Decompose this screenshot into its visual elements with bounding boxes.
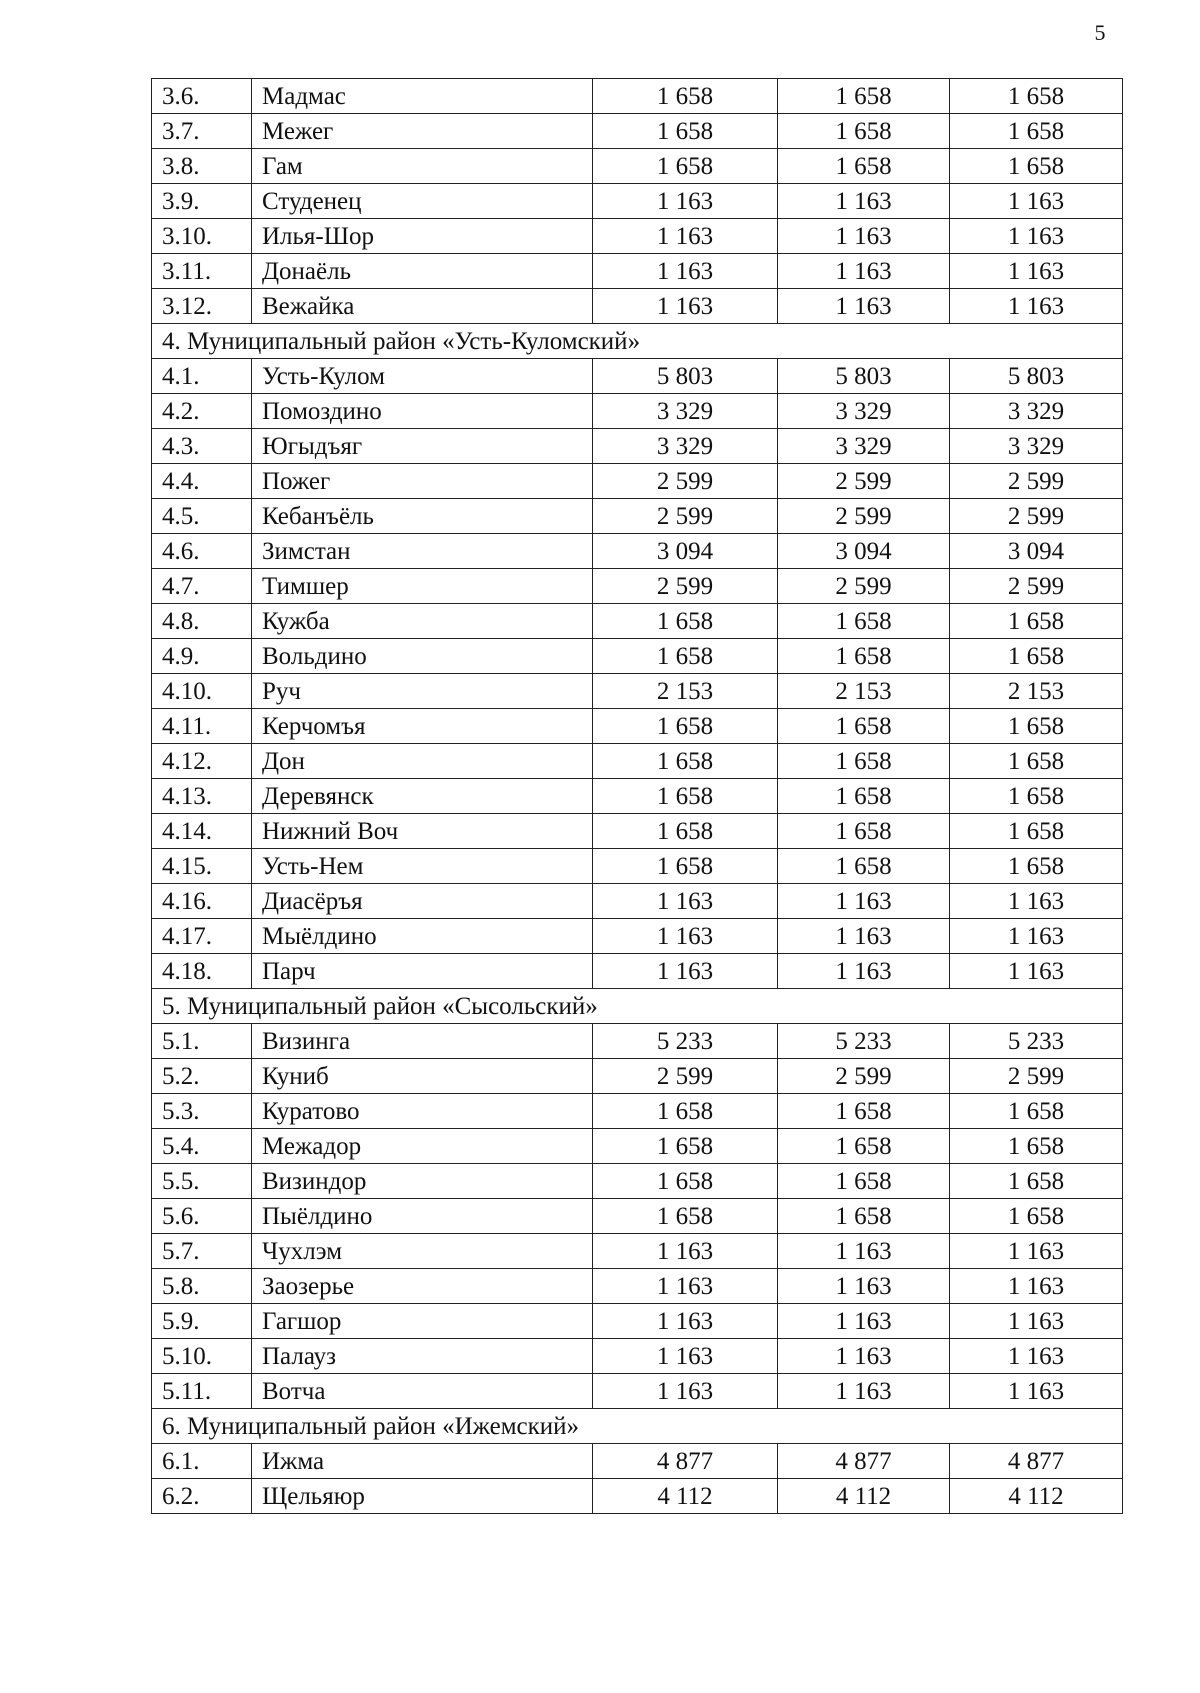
value-cell-2: 1 658: [778, 779, 950, 814]
table-row: [152, 394, 1123, 429]
value-cell-1: 1 163: [593, 884, 778, 919]
settlement-name-cell: Керчомъя: [252, 709, 593, 744]
value-cell-1: 1 658: [593, 149, 778, 184]
value-cell-3: 2 599: [950, 569, 1123, 604]
settlement-name-cell: Дон: [252, 744, 593, 779]
value-cell-3: 3 329: [950, 394, 1123, 429]
value-cell-3: 1 658: [950, 639, 1123, 674]
value-cell-2: 2 153: [778, 674, 950, 709]
value-cell-1: 1 658: [593, 79, 778, 114]
row-number-cell: 5.4.: [152, 1129, 252, 1164]
value-cell-3: 4 112: [950, 1479, 1123, 1514]
value-cell-1: 1 658: [593, 114, 778, 149]
value-cell-1: 1 658: [593, 814, 778, 849]
row-number-cell: 4.4.: [152, 464, 252, 499]
value-cell-1: 4 112: [593, 1479, 778, 1514]
value-cell-1: 1 163: [593, 954, 778, 989]
value-cell-3: 1 658: [950, 79, 1123, 114]
row-number-cell: 5.7.: [152, 1234, 252, 1269]
row-number-cell: 5.1.: [152, 1024, 252, 1059]
settlement-name-cell: Гам: [252, 149, 593, 184]
value-cell-2: 1 658: [778, 744, 950, 779]
value-cell-2: 1 163: [778, 1304, 950, 1339]
table-row: [152, 534, 1123, 569]
value-cell-3: 1 163: [950, 254, 1123, 289]
value-cell-2: 4 877: [778, 1444, 950, 1479]
settlement-name-cell: Донаёль: [252, 254, 593, 289]
table-row: [152, 709, 1123, 744]
value-cell-1: 1 658: [593, 1199, 778, 1234]
table-row: [152, 114, 1123, 149]
table-row: [152, 219, 1123, 254]
value-cell-1: 2 599: [593, 499, 778, 534]
value-cell-2: 1 163: [778, 1374, 950, 1409]
value-cell-1: 4 877: [593, 1444, 778, 1479]
table-row: [152, 674, 1123, 709]
value-cell-2: 1 658: [778, 1199, 950, 1234]
value-cell-1: 5 803: [593, 359, 778, 394]
settlement-name-cell: Усть-Кулом: [252, 359, 593, 394]
value-cell-3: 1 658: [950, 849, 1123, 884]
value-cell-1: 1 658: [593, 779, 778, 814]
table-row: [152, 1234, 1123, 1269]
value-cell-1: 1 658: [593, 744, 778, 779]
value-cell-1: 5 233: [593, 1024, 778, 1059]
table-row: [152, 254, 1123, 289]
value-cell-3: 1 658: [950, 709, 1123, 744]
settlement-name-cell: Ижма: [252, 1444, 593, 1479]
value-cell-3: 1 658: [950, 1129, 1123, 1164]
row-number-cell: 3.8.: [152, 149, 252, 184]
value-cell-1: 3 329: [593, 394, 778, 429]
value-cell-1: 3 094: [593, 534, 778, 569]
value-cell-3: 1 163: [950, 1269, 1123, 1304]
value-cell-2: 1 163: [778, 1234, 950, 1269]
section-header-row: [152, 989, 1123, 1024]
row-number-cell: 6.1.: [152, 1444, 252, 1479]
settlement-name-cell: Визинга: [252, 1024, 593, 1059]
settlement-name-cell: Зимстан: [252, 534, 593, 569]
table-row: [152, 79, 1123, 114]
row-number-cell: 6.2.: [152, 1479, 252, 1514]
value-cell-1: 2 599: [593, 464, 778, 499]
row-number-cell: 5.3.: [152, 1094, 252, 1129]
value-cell-3: 1 658: [950, 114, 1123, 149]
value-cell-2: 1 658: [778, 604, 950, 639]
value-cell-3: 1 163: [950, 1304, 1123, 1339]
table-body: [152, 79, 1123, 1514]
value-cell-3: 4 877: [950, 1444, 1123, 1479]
table-row: [152, 1304, 1123, 1339]
value-cell-1: 1 163: [593, 919, 778, 954]
settlement-name-cell: Межадор: [252, 1129, 593, 1164]
value-cell-2: 3 094: [778, 534, 950, 569]
value-cell-2: 2 599: [778, 464, 950, 499]
row-number-cell: 4.15.: [152, 849, 252, 884]
value-cell-2: 1 658: [778, 79, 950, 114]
value-cell-2: 1 163: [778, 1339, 950, 1374]
settlement-name-cell: Вольдино: [252, 639, 593, 674]
settlement-name-cell: Пыёлдино: [252, 1199, 593, 1234]
settlement-name-cell: Нижний Воч: [252, 814, 593, 849]
value-cell-2: 1 658: [778, 149, 950, 184]
value-cell-3: 1 658: [950, 744, 1123, 779]
value-cell-2: 1 163: [778, 919, 950, 954]
table-row: [152, 1164, 1123, 1199]
value-cell-2: 1 163: [778, 254, 950, 289]
row-number-cell: 3.12.: [152, 289, 252, 324]
value-cell-1: 2 599: [593, 1059, 778, 1094]
table-row: [152, 1094, 1123, 1129]
value-cell-2: 1 658: [778, 1129, 950, 1164]
table-row: [152, 849, 1123, 884]
row-number-cell: 5.2.: [152, 1059, 252, 1094]
table-row: [152, 779, 1123, 814]
settlement-name-cell: Вежайка: [252, 289, 593, 324]
settlement-name-cell: Руч: [252, 674, 593, 709]
value-cell-2: 1 163: [778, 954, 950, 989]
settlement-name-cell: Куратово: [252, 1094, 593, 1129]
row-number-cell: 4.6.: [152, 534, 252, 569]
table-row: [152, 744, 1123, 779]
value-cell-1: 1 658: [593, 1129, 778, 1164]
row-number-cell: 5.6.: [152, 1199, 252, 1234]
table-row: [152, 954, 1123, 989]
row-number-cell: 4.10.: [152, 674, 252, 709]
value-cell-3: 2 599: [950, 499, 1123, 534]
value-cell-1: 1 163: [593, 219, 778, 254]
table-row: [152, 569, 1123, 604]
table-row: [152, 149, 1123, 184]
section-title: 4. Муниципальный район «Усть-Куломский»: [152, 324, 1123, 359]
value-cell-3: 2 599: [950, 464, 1123, 499]
table-row: [152, 1024, 1123, 1059]
settlement-name-cell: Помоздино: [252, 394, 593, 429]
value-cell-1: 1 658: [593, 604, 778, 639]
value-cell-3: 3 094: [950, 534, 1123, 569]
row-number-cell: 4.13.: [152, 779, 252, 814]
value-cell-3: 1 163: [950, 1234, 1123, 1269]
value-cell-2: 1 163: [778, 184, 950, 219]
table-row: [152, 464, 1123, 499]
value-cell-3: 2 153: [950, 674, 1123, 709]
value-cell-1: 1 658: [593, 1164, 778, 1199]
settlement-name-cell: Мыёлдино: [252, 919, 593, 954]
value-cell-1: 1 163: [593, 1269, 778, 1304]
value-cell-3: 2 599: [950, 1059, 1123, 1094]
table-row: [152, 814, 1123, 849]
row-number-cell: 4.11.: [152, 709, 252, 744]
section-title: 6. Муниципальный район «Ижемский»: [152, 1409, 1123, 1444]
value-cell-3: 1 163: [950, 219, 1123, 254]
row-number-cell: 4.2.: [152, 394, 252, 429]
table-row: [152, 359, 1123, 394]
value-cell-3: 1 658: [950, 1094, 1123, 1129]
settlement-name-cell: Гагшор: [252, 1304, 593, 1339]
value-cell-3: 5 803: [950, 359, 1123, 394]
value-cell-3: 1 658: [950, 1164, 1123, 1199]
table-row: [152, 429, 1123, 464]
row-number-cell: 4.7.: [152, 569, 252, 604]
value-cell-1: 3 329: [593, 429, 778, 464]
value-cell-1: 1 658: [593, 639, 778, 674]
table-row: [152, 1339, 1123, 1374]
value-cell-2: 2 599: [778, 1059, 950, 1094]
section-header-row: [152, 324, 1123, 359]
value-cell-2: 2 599: [778, 569, 950, 604]
value-cell-2: 5 803: [778, 359, 950, 394]
settlement-name-cell: Заозерье: [252, 1269, 593, 1304]
value-cell-3: 1 163: [950, 919, 1123, 954]
row-number-cell: 5.5.: [152, 1164, 252, 1199]
value-cell-1: 2 153: [593, 674, 778, 709]
table-row: [152, 604, 1123, 639]
value-cell-1: 1 163: [593, 1374, 778, 1409]
value-cell-2: 4 112: [778, 1479, 950, 1514]
settlements-table: [151, 78, 1123, 1514]
settlement-name-cell: Кужба: [252, 604, 593, 639]
value-cell-3: 1 163: [950, 954, 1123, 989]
value-cell-2: 1 658: [778, 709, 950, 744]
value-cell-2: 1 658: [778, 1164, 950, 1199]
value-cell-2: 5 233: [778, 1024, 950, 1059]
value-cell-1: 1 658: [593, 849, 778, 884]
value-cell-2: 2 599: [778, 499, 950, 534]
settlement-name-cell: Студенец: [252, 184, 593, 219]
table-row: [152, 639, 1123, 674]
settlement-name-cell: Мадмас: [252, 79, 593, 114]
settlement-name-cell: Кебанъёль: [252, 499, 593, 534]
value-cell-1: 1 658: [593, 1094, 778, 1129]
row-number-cell: 4.17.: [152, 919, 252, 954]
value-cell-2: 1 658: [778, 849, 950, 884]
table-row: [152, 884, 1123, 919]
value-cell-1: 2 599: [593, 569, 778, 604]
table-row: [152, 1374, 1123, 1409]
value-cell-3: 1 658: [950, 1199, 1123, 1234]
value-cell-1: 1 163: [593, 1234, 778, 1269]
settlement-name-cell: Щельяюр: [252, 1479, 593, 1514]
row-number-cell: 3.11.: [152, 254, 252, 289]
row-number-cell: 3.7.: [152, 114, 252, 149]
table-row: [152, 1199, 1123, 1234]
value-cell-2: 1 163: [778, 1269, 950, 1304]
row-number-cell: 3.10.: [152, 219, 252, 254]
settlement-name-cell: Диасёръя: [252, 884, 593, 919]
value-cell-1: 1 658: [593, 709, 778, 744]
settlement-name-cell: Межег: [252, 114, 593, 149]
value-cell-2: 3 329: [778, 394, 950, 429]
settlement-name-cell: Югыдъяг: [252, 429, 593, 464]
row-number-cell: 5.8.: [152, 1269, 252, 1304]
row-number-cell: 5.9.: [152, 1304, 252, 1339]
value-cell-1: 1 163: [593, 184, 778, 219]
value-cell-2: 1 658: [778, 114, 950, 149]
row-number-cell: 4.5.: [152, 499, 252, 534]
settlement-name-cell: Илья-Шор: [252, 219, 593, 254]
value-cell-2: 1 658: [778, 814, 950, 849]
settlement-name-cell: Усть-Нем: [252, 849, 593, 884]
row-number-cell: 3.9.: [152, 184, 252, 219]
settlement-name-cell: Пожег: [252, 464, 593, 499]
row-number-cell: 4.14.: [152, 814, 252, 849]
value-cell-2: 1 658: [778, 639, 950, 674]
table-row: [152, 1129, 1123, 1164]
table-row: [152, 1059, 1123, 1094]
row-number-cell: 5.10.: [152, 1339, 252, 1374]
table-row: [152, 499, 1123, 534]
settlement-name-cell: Парч: [252, 954, 593, 989]
row-number-cell: 4.3.: [152, 429, 252, 464]
section-title: 5. Муниципальный район «Сысольский»: [152, 989, 1123, 1024]
value-cell-2: 3 329: [778, 429, 950, 464]
section-header-row: [152, 1409, 1123, 1444]
settlement-name-cell: Тимшер: [252, 569, 593, 604]
settlement-name-cell: Палауз: [252, 1339, 593, 1374]
value-cell-3: 5 233: [950, 1024, 1123, 1059]
value-cell-3: 3 329: [950, 429, 1123, 464]
value-cell-2: 1 658: [778, 1094, 950, 1129]
value-cell-2: 1 163: [778, 884, 950, 919]
row-number-cell: 4.16.: [152, 884, 252, 919]
value-cell-3: 1 163: [950, 184, 1123, 219]
row-number-cell: 4.8.: [152, 604, 252, 639]
value-cell-1: 1 163: [593, 1304, 778, 1339]
settlement-name-cell: Вотча: [252, 1374, 593, 1409]
table-row: [152, 1479, 1123, 1514]
settlement-name-cell: Куниб: [252, 1059, 593, 1094]
value-cell-1: 1 163: [593, 1339, 778, 1374]
settlement-name-cell: Визиндор: [252, 1164, 593, 1199]
table-row: [152, 919, 1123, 954]
value-cell-3: 1 658: [950, 814, 1123, 849]
value-cell-3: 1 658: [950, 779, 1123, 814]
value-cell-3: 1 658: [950, 604, 1123, 639]
value-cell-1: 1 163: [593, 254, 778, 289]
value-cell-3: 1 163: [950, 1374, 1123, 1409]
page-number: 5: [1094, 20, 1106, 45]
settlement-name-cell: Деревянск: [252, 779, 593, 814]
row-number-cell: 4.18.: [152, 954, 252, 989]
row-number-cell: 4.9.: [152, 639, 252, 674]
settlement-name-cell: Чухлэм: [252, 1234, 593, 1269]
value-cell-2: 1 163: [778, 289, 950, 324]
row-number-cell: 5.11.: [152, 1374, 252, 1409]
table-row: [152, 1269, 1123, 1304]
table-row: [152, 1444, 1123, 1479]
value-cell-3: 1 658: [950, 149, 1123, 184]
value-cell-3: 1 163: [950, 884, 1123, 919]
value-cell-3: 1 163: [950, 289, 1123, 324]
value-cell-2: 1 163: [778, 219, 950, 254]
table-row: [152, 289, 1123, 324]
row-number-cell: 4.12.: [152, 744, 252, 779]
row-number-cell: 4.1.: [152, 359, 252, 394]
row-number-cell: 3.6.: [152, 79, 252, 114]
table-row: [152, 184, 1123, 219]
value-cell-1: 1 163: [593, 289, 778, 324]
value-cell-3: 1 163: [950, 1339, 1123, 1374]
